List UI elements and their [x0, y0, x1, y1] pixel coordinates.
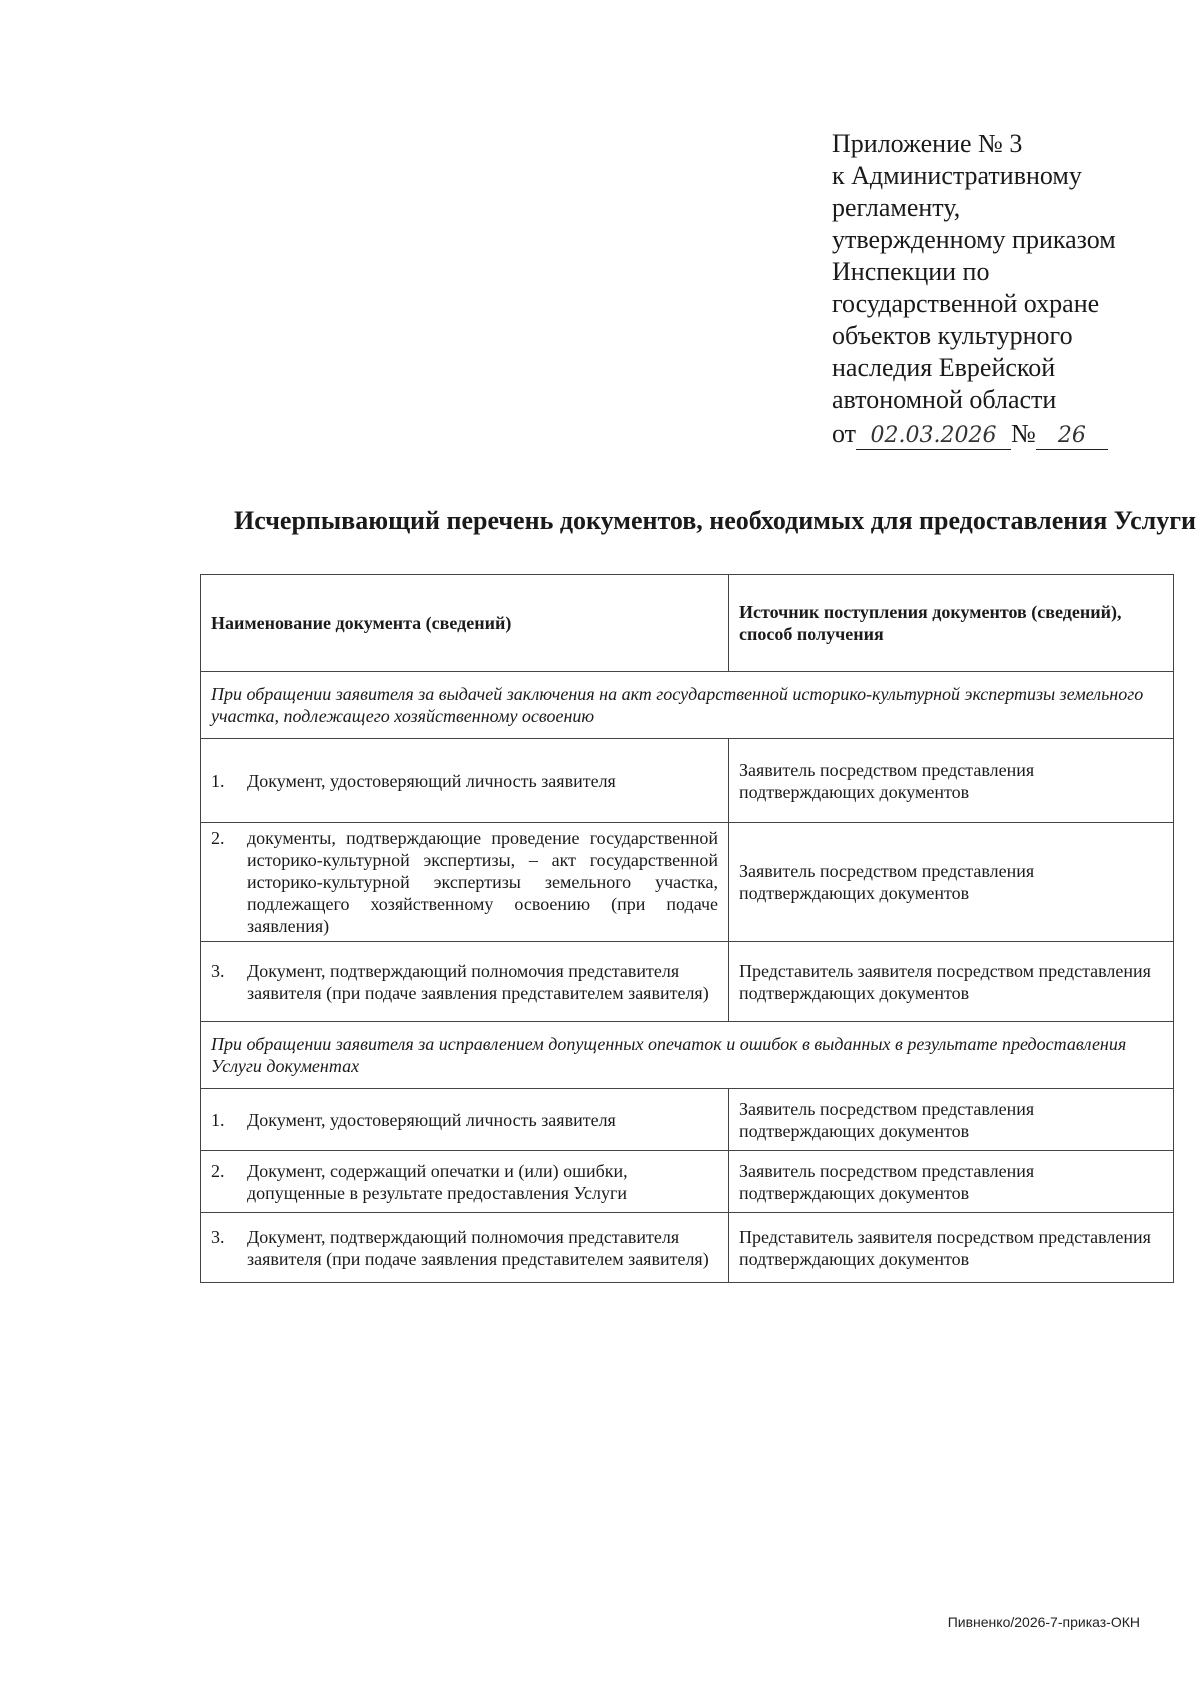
annex-line: объектов культурного [832, 321, 1073, 350]
order-reference [832, 418, 1172, 450]
row-number: 1. [211, 1109, 225, 1130]
section-title: При обращении заявителя за исправлением допущенных опечаток и ошибок в выданных в результате предоставления Услуги документах [201, 1022, 1174, 1089]
annex-line: к Административному [832, 161, 1082, 190]
table-row [201, 942, 1174, 1022]
annex-line: утвержденному приказом [832, 225, 1116, 254]
header-document-name: Наименование документа (сведений) [201, 575, 729, 672]
source-cell: Заявитель посредством представления подтверждающих документов [729, 823, 1174, 942]
row-number: 3. [211, 960, 225, 981]
footer-reference: Пивненко/2026-7-приказ-ОКН [947, 1614, 1140, 1630]
table-row [201, 823, 1174, 942]
order-date-handwritten: 02.03.2026 [856, 423, 1011, 450]
section-row [201, 672, 1174, 739]
annex-line: наследия Еврейской [832, 353, 1056, 382]
annex-line: Инспекции по [832, 257, 990, 286]
source-cell: Заявитель посредством представления подтверждающих документов [729, 1089, 1174, 1151]
source-cell: Заявитель посредством представления подтверждающих документов [729, 739, 1174, 823]
document-text: Документ, содержащий опечатки и (или) ошибки, допущенные в результате предоставления Услуги [247, 1160, 628, 1203]
document-title: Исчерпывающий перечень документов, необходимых для предоставления Услуги [234, 506, 1196, 535]
table-row [201, 1213, 1174, 1283]
annex-line: государственной охране [832, 289, 1100, 318]
header-source: Источник поступления документов (сведений), способ получения [729, 575, 1174, 672]
table-row [201, 1089, 1174, 1151]
row-number: 1. [211, 770, 225, 791]
documents-table [200, 574, 1174, 1283]
document-text: документы, подтверждающие проведение государственной историко-культурной экспертизы, – акт государственной историко-культурной экспертизы земельного участка, подлежащего хозяйственному освоению (при подаче заявления) [247, 828, 718, 936]
document-text: Документ, подтверждающий полномочия представителя заявителя (при подаче заявления представителем заявителя) [247, 960, 709, 1003]
annex-line: регламенту, [832, 193, 961, 222]
annex-title: Приложение № 3 [832, 129, 1023, 158]
source-cell: Заявитель посредством представления подтверждающих документов [729, 1151, 1174, 1213]
annex-line: автономной области [832, 385, 1057, 414]
table-row [201, 739, 1174, 823]
table-header-row [201, 575, 1174, 672]
order-number-handwritten: 26 [1036, 423, 1108, 450]
annex-header [832, 128, 1172, 450]
document-cell [201, 1151, 729, 1213]
document-text: Документ, подтверждающий полномочия представителя заявителя (при подаче заявления представителем заявителя) [247, 1226, 709, 1269]
document-cell [201, 739, 729, 823]
document-cell [201, 942, 729, 1022]
row-number: 3. [211, 1226, 225, 1247]
document-text: Документ, удостоверяющий личность заявителя [247, 770, 616, 791]
section-title: При обращении заявителя за выдачей заключения на акт государственной историко-культурной экспертизы земельного участка, подлежащего хозяйственному освоению [201, 672, 1174, 739]
document-cell [201, 1213, 729, 1283]
document-text: Документ, удостоверяющий личность заявителя [247, 1109, 616, 1130]
section-row [201, 1022, 1174, 1089]
from-label: от [832, 419, 857, 448]
row-number: 2. [211, 828, 225, 848]
document-cell [201, 823, 729, 942]
number-label: № [1011, 419, 1036, 448]
source-cell: Представитель заявителя посредством представления подтверждающих документов [729, 942, 1174, 1022]
table-row [201, 1151, 1174, 1213]
row-number: 2. [211, 1160, 225, 1181]
document-cell [201, 1089, 729, 1151]
source-cell: Представитель заявителя посредством представления подтверждающих документов [729, 1213, 1174, 1283]
